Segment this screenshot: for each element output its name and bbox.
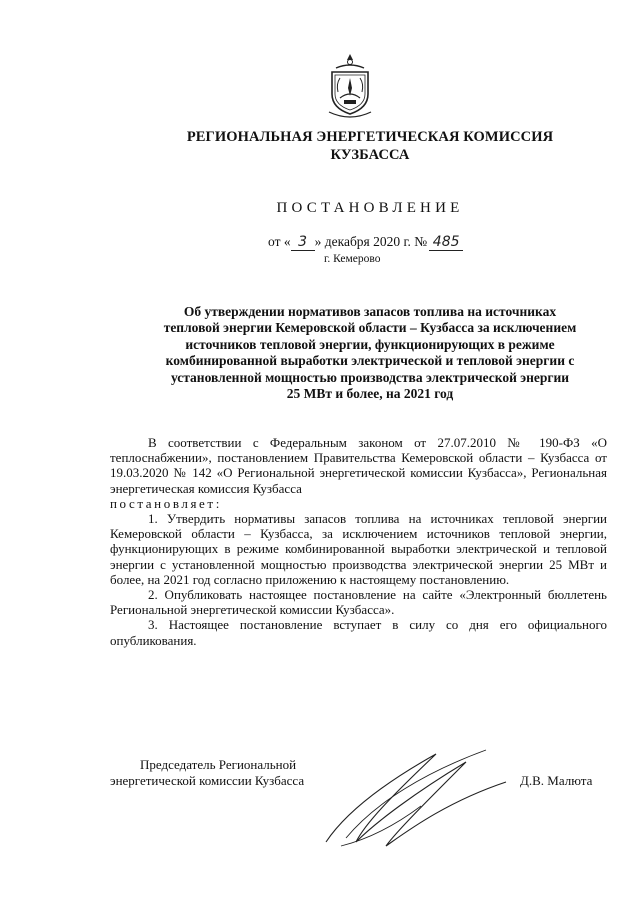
city: г. Кемерово — [324, 253, 381, 265]
date-number-line — [268, 234, 463, 251]
signer-position-line-2: энергетической комиссии Кузбасса — [110, 773, 305, 788]
resolves-word: постановляет: — [110, 495, 222, 511]
preamble: В соответствии с Федеральным законом от 27.07.2010 № 190-ФЗ «О теплоснабжении», постановлением Правительства Кемеровской области – Кузбасса от 19.03.2020 № 142 «О Региональной энергетической комиссии Кузбасса», Региональная энергетическая комиссия Кузбасса — [110, 435, 607, 496]
date-day: 3 — [291, 234, 315, 251]
subject-line: Об утверждении нормативов запасов топлива на источниках — [183, 304, 557, 319]
date-prefix: от « — [268, 234, 291, 249]
authority-line-1: РЕГИОНАЛЬНАЯ ЭНЕРГЕТИЧЕСКАЯ КОМИССИЯ — [186, 129, 554, 145]
signer-name: Д.В. Малюта — [520, 773, 593, 788]
subject-line: источников тепловой энергии, функционирующих в режиме — [185, 336, 555, 352]
document-number: 485 — [429, 234, 463, 251]
subject-line: установленной мощностью производства электрической энергии — [170, 369, 570, 385]
subject-line: тепловой энергии Кемеровской области – Кузбасса за исключением — [163, 320, 577, 336]
coat-of-arms-icon — [326, 52, 374, 120]
item-3: 3. Настоящее постановление вступает в силу со дня его официального опубликования. — [110, 617, 607, 648]
signer-position-line-1: Председатель Региональной — [140, 757, 297, 772]
document-type: ПОСТАНОВЛЕНИЕ — [276, 200, 464, 216]
date-middle: » декабря 2020 г. № — [314, 234, 428, 249]
document-body — [110, 435, 607, 648]
authority-line-2: КУЗБАССА — [330, 147, 410, 163]
subject-line: комбинированной выработки электрической и тепловой энергии с — [165, 353, 575, 369]
item-1: 1. Утвердить нормативы запасов топлива на источниках тепловой энергии Кемеровской области – Кузбасса, за исключением источников тепловой энергии, функционирующих в режиме комбинированной выработки электрической и тепловой энергии с установленной мощностью производства электрической энергии 25 МВт и более, на 2021 год согласно приложению к настоящему постановлению. — [110, 511, 607, 587]
handwritten-signature — [316, 742, 516, 854]
subject-line: 25 МВт и более, на 2021 год — [286, 386, 454, 402]
item-2: 2. Опубликовать настоящее постановление на сайте «Электронный бюллетень Региональной энергетической комиссии Кузбасса». — [110, 587, 607, 618]
issuing-authority — [0, 128, 640, 164]
document-subject — [128, 304, 612, 402]
